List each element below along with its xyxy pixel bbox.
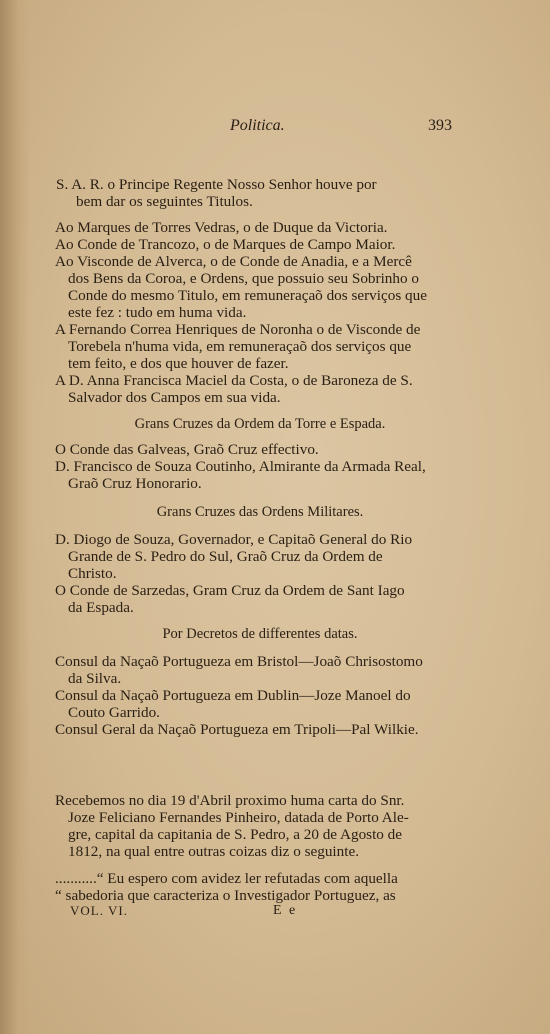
title-entry-2: Ao Conde de Trancozo, o de Marques de Campo Maior. [55,236,396,253]
decretos-entry-1-line-1: Consul da Naçaõ Portugueza em Bristol—Joaõ Chrisostomo [55,653,423,670]
title-entry-3-line-1: Ao Visconde de Alverca, o de Conde de Anadia, e a Mercê [55,253,412,270]
ordens-militares-entry-1-line-3: Christo. [68,565,117,582]
title-entry-3-line-3: Conde do mesmo Titulo, em remuneraçaõ dos serviços que [68,287,427,304]
page-number: 393 [428,117,452,134]
letter-line-2: Joze Feliciano Fernandes Pinheiro, datada de Porto Ale- [68,809,409,826]
letter-line-4: 1812, na qual entre outras coizas diz o seguinte. [68,843,360,860]
torre-espada-entry-2-line-2: Graõ Cruz Honorario. [68,475,202,492]
section-heading-ordens-militares: Grans Cruzes das Ordens Militares. [156,504,364,520]
title-entry-4-line-1: A Fernando Correa Henriques de Noronha o de Visconde de [55,321,421,338]
quote-line-1: ...........“ Eu espero com avidez ler refutadas com aquella [55,870,398,887]
title-entry-4-line-3: tem feito, e dos que houver de fazer. [68,355,289,372]
decretos-entry-1-line-2: da Silva. [68,670,122,687]
title-entry-1: Ao Marques de Torres Vedras, o de Duque da Victoria. [55,219,388,236]
signature-mark: E e [273,903,298,918]
letter-line-1: Recebemos no dia 19 d'Abril proximo huma carta do Snr. [55,792,405,809]
letter-line-3: gre, capital da capitania de S. Pedro, a 20 de Agosto de [68,826,403,843]
title-entry-3-line-4: este fez : tudo em huma vida. [68,304,247,321]
title-entry-5-line-1: A D. Anna Francisca Maciel da Costa, o de Baroneza de S. [55,372,413,389]
section-heading-torre-espada: Grans Cruzes da Ordem da Torre e Espada. [134,416,386,432]
title-entry-5-line-2: Salvador dos Campos em sua vida. [68,389,281,406]
page-header [0,117,550,137]
ordens-militares-entry-2-line-1: O Conde de Sarzedas, Gram Cruz da Ordem de Sant Iago [55,582,405,599]
running-title: Politica. [230,117,285,134]
intro-line-1: S. A. R. o Principe Regente Nosso Senhor houve por [56,176,377,193]
intro-line-2: bem dar os seguintes Titulos. [76,193,253,210]
quote-line-2: “ sabedoria que caracteriza o Investigador Portuguez, as [55,887,396,904]
decretos-entry-3: Consul Geral da Naçaõ Portugueza em Tripoli—Pal Wilkie. [55,721,419,738]
title-entry-3-line-2: dos Bens da Coroa, e Ordens, que possuio seu Sobrinho o [68,270,419,287]
decretos-entry-2-line-1: Consul da Naçaõ Portugueza em Dublin—Joze Manoel do [55,687,411,704]
volume-marker: VOL. VI. [70,903,128,918]
torre-espada-entry-1: O Conde das Galveas, Graõ Cruz effectivo. [55,441,319,458]
section-heading-decretos: Por Decretos de differentes datas. [162,626,358,642]
ordens-militares-entry-2-line-2: da Espada. [68,599,134,616]
title-entry-4-line-2: Torebela n'huma vida, em remuneraçaõ dos serviços que [68,338,412,355]
decretos-entry-2-line-2: Couto Garrido. [68,704,160,721]
ordens-militares-entry-1-line-2: Grande de S. Pedro do Sul, Graõ Cruz da Ordem de [68,548,383,565]
ordens-militares-entry-1-line-1: D. Diogo de Souza, Governador, e Capitaõ General do Rio [55,531,413,548]
torre-espada-entry-2-line-1: D. Francisco de Souza Coutinho, Almirante da Armada Real, [55,458,426,475]
